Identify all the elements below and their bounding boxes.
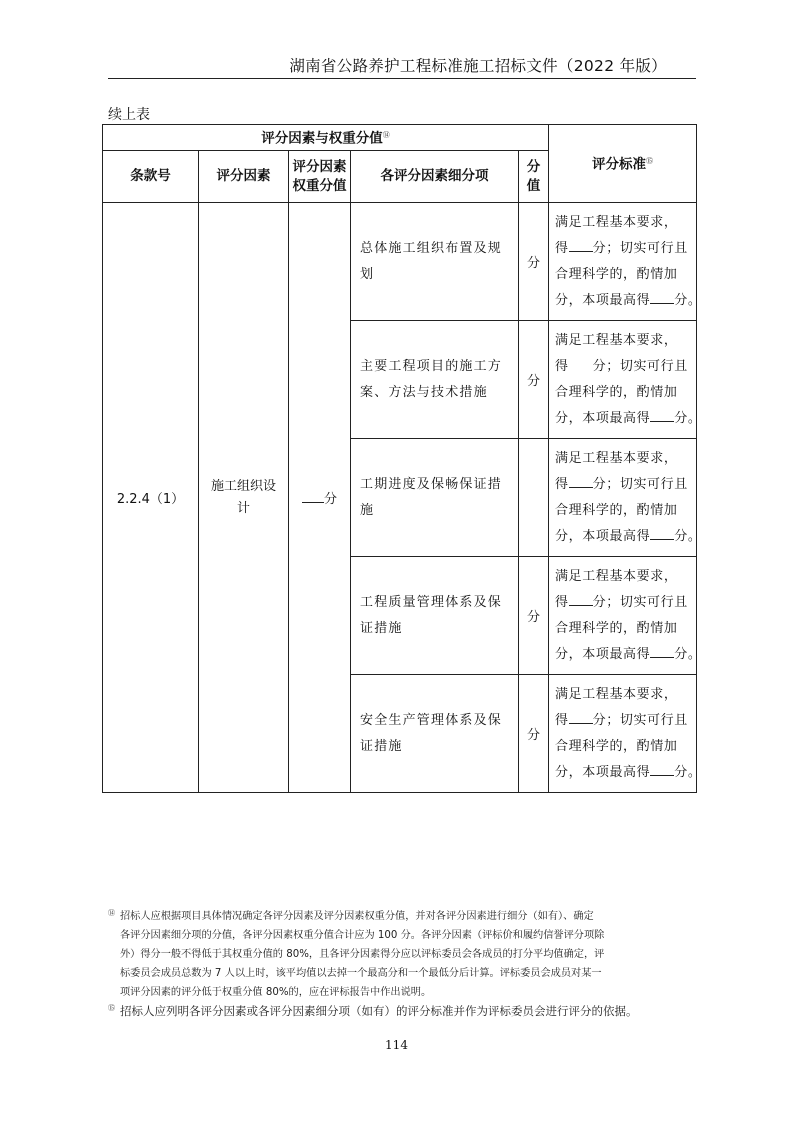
standard-line <box>555 642 702 668</box>
col-header-points-line2: 值 <box>526 177 541 194</box>
standard-text: 分。 <box>674 292 702 308</box>
standard-line: 满足工程基本要求， <box>555 332 678 348</box>
blank-line <box>650 763 674 776</box>
blank-line <box>569 711 593 724</box>
standard-text: 分，本项最高得 <box>555 410 651 426</box>
blank-line <box>569 239 593 252</box>
blank-line <box>569 475 593 488</box>
standard-header-note: ⑮ <box>646 157 654 166</box>
col-header-points <box>519 151 549 203</box>
blank-line <box>650 527 674 540</box>
page-number: 114 <box>385 1038 408 1052</box>
standard-line: 合理科学的，酌情加 <box>555 620 678 636</box>
weight-suffix: 分 <box>323 492 337 507</box>
group-header-note: ⑭ <box>382 131 390 140</box>
standard-line: 合理科学的，酌情加 <box>555 266 678 282</box>
standard-line <box>555 524 702 550</box>
blank-line <box>650 409 674 422</box>
footnote-line: 项评分因素的评分低于权重分值 80%的，应在评标报告中作出说明。 <box>120 987 432 998</box>
footnote-2-mark: ⑮ <box>108 1004 115 1012</box>
footnote-line: 招标人应根据项目具体情况确定各评分因素及评分因素权重分值，并对各评分因素进行细分（如有）、确定 <box>120 911 594 922</box>
group-header-text: 评分因素与权重分值 <box>261 130 383 147</box>
points-cell: 分 <box>519 675 549 793</box>
standard-line: 合理科学的，酌情加 <box>555 502 678 518</box>
subitem-cell: 工程质量管理体系及保证措施 <box>351 557 519 675</box>
header-rule <box>108 78 696 79</box>
scoring-table <box>102 124 702 793</box>
blank-line <box>569 593 593 606</box>
standard-line <box>555 760 702 786</box>
continued-label: 续上表 <box>108 107 150 123</box>
standard-text: 得 <box>555 476 569 492</box>
standard-text: 分，本项最高得 <box>555 764 651 780</box>
standard-line <box>555 236 692 262</box>
standard-header <box>549 125 697 203</box>
weight-value <box>289 203 351 793</box>
standard-line: 合理科学的，酌情加 <box>555 738 678 754</box>
blank-line <box>650 645 674 658</box>
standard-line: 满足工程基本要求， <box>555 686 678 702</box>
standard-line <box>555 708 692 734</box>
col-header-weight-line2: 权重分值 <box>292 177 347 194</box>
footnote-line: 标委员会成员总数为 7 人以上时，该平均值以去掉一个最高分和一个最低分后计算。评标委员会成员对某一 <box>120 968 602 979</box>
standard-cell <box>549 203 702 321</box>
col-header-factor: 评分因素 <box>199 151 289 203</box>
standard-cell <box>549 675 702 793</box>
footnote-line: 外）得分一般不得低于其权重分值的 80%，且各评分因素得分应以评标委员会各成员的打分平均值确定，评 <box>120 949 605 960</box>
standard-text: 分。 <box>674 764 702 780</box>
points-cell <box>519 439 549 557</box>
standard-text: 得 <box>555 594 569 610</box>
standard-line: 合理科学的，酌情加 <box>555 384 678 400</box>
footnotes <box>108 907 698 1021</box>
blank-line <box>650 291 674 304</box>
standard-line <box>555 354 692 380</box>
standard-text: 分，本项最高得 <box>555 646 651 662</box>
col-header-subitem: 各评分因素细分项 <box>351 151 519 203</box>
standard-text: 得 <box>555 712 569 728</box>
standard-line: 满足工程基本要求， <box>555 568 678 584</box>
standard-text: 分。 <box>674 410 702 426</box>
standard-text: 分；切实可行且 <box>592 476 688 492</box>
col-header-weight-line1: 评分因素 <box>292 158 347 175</box>
factor-name: 施工组织设计 <box>199 203 289 793</box>
points-cell: 分 <box>519 557 549 675</box>
subitem-cell: 主要工程项目的施工方案、方法与技术措施 <box>351 321 519 439</box>
standard-text: 分，本项最高得 <box>555 292 651 308</box>
standard-line <box>555 472 692 498</box>
points-cell: 分 <box>519 321 549 439</box>
footnote-2-text: 招标人应列明各评分因素或各评分因素细分项（如有）的评分标准并作为评标委员会进行评分的依据。 <box>120 1004 638 1018</box>
group-header <box>103 125 549 151</box>
standard-text: 得 <box>555 240 569 256</box>
weight-blank <box>302 490 324 503</box>
standard-text: 分；切实可行且 <box>592 712 688 728</box>
standard-line <box>555 590 692 616</box>
standard-header-text: 评分标准 <box>592 156 647 173</box>
footnote-2 <box>108 1002 698 1021</box>
col-header-points-line1: 分 <box>526 158 541 175</box>
col-header-clause: 条款号 <box>103 151 199 203</box>
standard-line <box>555 288 702 314</box>
footnote-line: 各评分因素细分项的分值，各评分因素权重分值合计应为 100 分。各评分因素（评标价和履约信誉评分项除 <box>120 930 605 941</box>
standard-cell <box>549 439 702 557</box>
standard-text: 分；切实可行且 <box>592 358 688 374</box>
standard-text: 得 <box>555 358 569 374</box>
standard-text: 分；切实可行且 <box>592 594 688 610</box>
subitem-cell: 安全生产管理体系及保证措施 <box>351 675 519 793</box>
footnote-1-mark: ⑭ <box>108 909 115 917</box>
standard-text: 分。 <box>674 528 702 544</box>
points-cell: 分 <box>519 203 549 321</box>
standard-text: 分；切实可行且 <box>592 240 688 256</box>
page-header-title: 湖南省公路养护工程标准施工招标文件（2022 年版） <box>289 57 667 75</box>
footnote-1 <box>108 907 698 1002</box>
clause-number: 2.2.4（1） <box>103 203 199 793</box>
standard-text: 分。 <box>674 646 702 662</box>
standard-cell <box>549 557 702 675</box>
standard-line <box>555 406 702 432</box>
standard-cell <box>549 321 702 439</box>
col-header-weight <box>289 151 351 203</box>
standard-line: 满足工程基本要求， <box>555 450 678 466</box>
standard-line: 满足工程基本要求， <box>555 214 678 230</box>
subitem-cell: 工期进度及保畅保证措施 <box>351 439 519 557</box>
subitem-cell: 总体施工组织布置及规划 <box>351 203 519 321</box>
table-row <box>103 203 697 321</box>
standard-text: 分，本项最高得 <box>555 528 651 544</box>
